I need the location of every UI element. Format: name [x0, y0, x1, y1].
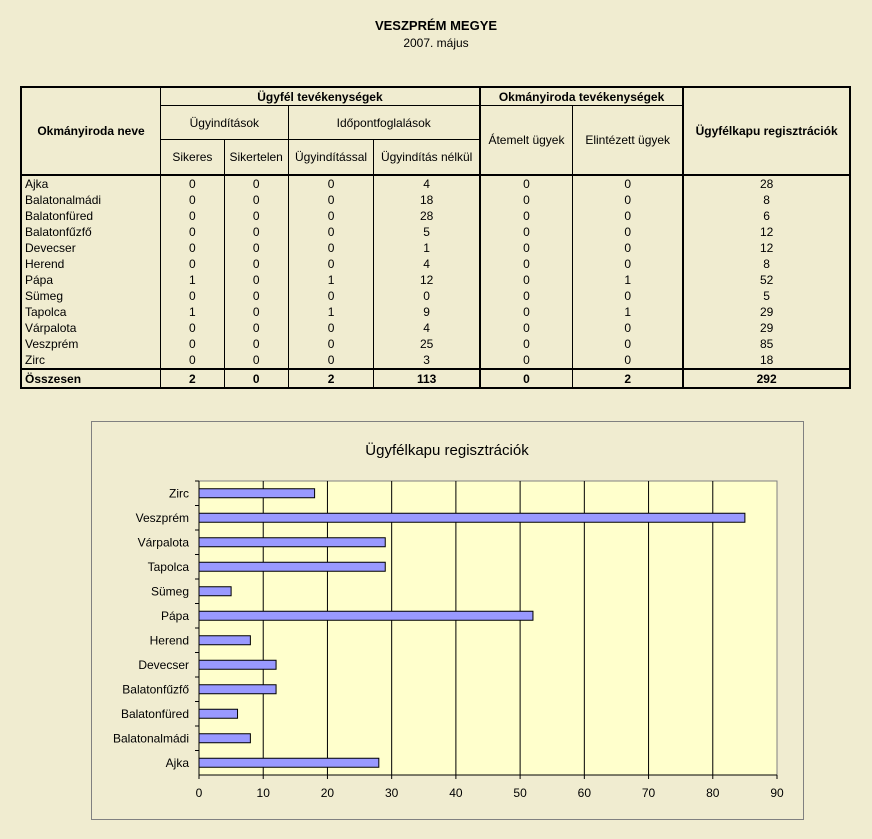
x-tick-label: 40	[449, 786, 463, 800]
table-cell: 0	[224, 352, 288, 369]
table-cell: 12	[683, 240, 850, 256]
table-cell: 0	[573, 320, 684, 336]
table-cell: 2	[288, 369, 374, 388]
table-cell: 0	[288, 336, 374, 352]
table-cell: 0	[573, 192, 684, 208]
category-label: Sümeg	[150, 584, 189, 599]
category-label: Veszprém	[135, 510, 189, 525]
header-ugyinditasok: Ügyindítások	[161, 106, 289, 140]
table-cell: 29	[683, 320, 850, 336]
row-label: Veszprém	[21, 336, 161, 352]
table-row	[21, 304, 850, 320]
table-row	[21, 320, 850, 336]
table-cell: 0	[224, 320, 288, 336]
table-cell: 0	[161, 336, 225, 352]
row-label: Sümeg	[21, 288, 161, 304]
table-cell: 25	[374, 336, 480, 352]
table-cell: 52	[683, 272, 850, 288]
table-cell: 0	[573, 352, 684, 369]
row-label: Ajka	[21, 175, 161, 192]
page-title: VESZPRÉM MEGYE	[374, 18, 498, 33]
table-cell: 2	[161, 369, 225, 388]
table-cell: 0	[573, 175, 684, 192]
row-label: Zirc	[21, 352, 161, 369]
header-ugyinditassal: Ügyindítással	[288, 140, 374, 176]
table-cell: 4	[374, 256, 480, 272]
category-label: Balatonalmádi	[112, 731, 189, 746]
table-cell: 0	[161, 224, 225, 240]
table-row	[21, 336, 850, 352]
table-cell: 0	[224, 224, 288, 240]
bar	[199, 611, 533, 620]
table-cell: 0	[374, 288, 480, 304]
x-tick-label: 60	[577, 786, 592, 800]
page-subtitle: 2007. május	[403, 36, 469, 50]
table-cell: 0	[573, 256, 684, 272]
table-cell: 0	[161, 192, 225, 208]
table-cell: 0	[288, 352, 374, 369]
table-cell: 2	[573, 369, 684, 388]
table-cell: 18	[374, 192, 480, 208]
table-cell: 1	[573, 272, 684, 288]
table-cell: 0	[480, 208, 573, 224]
bar	[199, 513, 745, 522]
table-row	[21, 256, 850, 272]
bar	[199, 758, 379, 767]
table-cell: 29	[683, 304, 850, 320]
table-cell: 0	[288, 192, 374, 208]
chart-title: Ügyfélkapu regisztrációk	[365, 442, 529, 459]
bar	[199, 709, 238, 718]
table-cell: 292	[683, 369, 850, 388]
bar	[199, 734, 250, 743]
table-cell: 12	[374, 272, 480, 288]
bar	[199, 636, 250, 645]
table-cell: 0	[480, 240, 573, 256]
table-cell: 0	[573, 336, 684, 352]
table-cell: 18	[683, 352, 850, 369]
row-label: Balatonfűzfő	[21, 224, 161, 240]
table-cell: 0	[288, 175, 374, 192]
header-office-name: Okmányiroda neve	[21, 87, 161, 175]
table-cell: 0	[288, 224, 374, 240]
table-cell: 0	[480, 336, 573, 352]
x-tick-label: 10	[256, 786, 270, 800]
table-cell: 0	[161, 208, 225, 224]
row-label: Pápa	[21, 272, 161, 288]
table-row	[21, 288, 850, 304]
table-cell: 0	[480, 369, 573, 388]
table-cell: 12	[683, 224, 850, 240]
table-cell: 0	[480, 352, 573, 369]
table-cell: 0	[224, 272, 288, 288]
table-cell: 0	[224, 175, 288, 192]
table-cell: 1	[161, 272, 225, 288]
table-cell: 0	[224, 256, 288, 272]
header-registrations: Ügyfélkapu regisztrációk	[683, 87, 850, 175]
table-cell: 0	[573, 288, 684, 304]
table-cell: 0	[224, 304, 288, 320]
table-cell: 0	[480, 192, 573, 208]
plot-area	[199, 481, 777, 775]
table-row	[21, 240, 850, 256]
x-tick-label: 90	[770, 786, 784, 800]
x-tick-label: 70	[641, 786, 656, 800]
table-cell: 0	[288, 256, 374, 272]
table-cell: 1	[161, 304, 225, 320]
x-tick-label: 50	[513, 786, 527, 800]
table-cell: 0	[161, 240, 225, 256]
header-sikeres: Sikeres	[161, 140, 225, 176]
table-cell: 8	[683, 192, 850, 208]
bar	[199, 660, 276, 669]
category-label: Tapolca	[147, 559, 189, 574]
table-row	[21, 224, 850, 240]
header-sikertelen: Sikertelen	[224, 140, 288, 176]
category-label: Balatonfüred	[120, 706, 189, 721]
table-cell: 0	[161, 320, 225, 336]
table-cell: 4	[374, 175, 480, 192]
table-cell: 0	[161, 175, 225, 192]
header-idopontfoglalasok: Időpontfoglalások	[288, 106, 480, 140]
category-label: Várpalota	[137, 535, 189, 550]
table-cell: 1	[573, 304, 684, 320]
header-office-activities: Okmányiroda tevékenységek	[480, 87, 683, 106]
header-atemelt: Átemelt ügyek	[480, 106, 573, 176]
row-label: Várpalota	[21, 320, 161, 336]
table-cell: 0	[161, 352, 225, 369]
table-row	[21, 208, 850, 224]
table-cell: 1	[374, 240, 480, 256]
x-tick-label: 20	[320, 786, 335, 800]
table-cell: 5	[683, 288, 850, 304]
table-cell: 0	[224, 288, 288, 304]
row-label: Devecser	[21, 240, 161, 256]
table-cell: 6	[683, 208, 850, 224]
category-label: Zirc	[169, 486, 189, 501]
table-cell: 0	[288, 320, 374, 336]
table-cell: 4	[374, 320, 480, 336]
x-tick-label: 30	[384, 786, 399, 800]
category-label: Herend	[149, 633, 189, 648]
registrations-chart	[91, 421, 804, 820]
table-cell: 0	[480, 320, 573, 336]
row-label: Herend	[21, 256, 161, 272]
table-cell: 1	[288, 272, 374, 288]
table-cell: 0	[161, 256, 225, 272]
header-ugyinditas-nelkul: Ügyindítás nélkül	[374, 140, 480, 176]
table-row	[21, 272, 850, 288]
category-label: Pápa	[160, 608, 189, 623]
category-label: Ajka	[165, 755, 189, 770]
table-cell: 0	[288, 288, 374, 304]
table-cell: 0	[480, 256, 573, 272]
table-cell: 9	[374, 304, 480, 320]
table-cell: 0	[573, 224, 684, 240]
table-cell: 1	[288, 304, 374, 320]
category-label: Devecser	[138, 657, 189, 672]
total-row	[21, 369, 850, 388]
x-tick-label: 80	[706, 786, 720, 800]
bar	[199, 587, 231, 596]
table-cell: 85	[683, 336, 850, 352]
table-cell: 28	[374, 208, 480, 224]
table-cell: 0	[480, 272, 573, 288]
table-cell: 0	[480, 304, 573, 320]
table-cell: 8	[683, 256, 850, 272]
table-cell: 113	[374, 369, 480, 388]
table-body	[21, 175, 850, 388]
table-cell: 0	[573, 240, 684, 256]
bar	[199, 685, 276, 694]
table-cell: 0	[288, 208, 374, 224]
data-table	[20, 86, 851, 389]
bar	[199, 562, 385, 571]
table-cell: 0	[224, 240, 288, 256]
table-cell: 0	[224, 192, 288, 208]
header-client-activities: Ügyfél tevékenységek	[161, 87, 480, 106]
x-tick-label: 0	[195, 786, 203, 800]
table-cell: 0	[480, 288, 573, 304]
table-cell: 3	[374, 352, 480, 369]
table-cell: 0	[224, 369, 288, 388]
category-label: Balatonfűzfő	[122, 682, 189, 697]
header-elintezett: Elintézett ügyek	[573, 106, 684, 176]
table-cell: 0	[224, 208, 288, 224]
table-row	[21, 175, 850, 192]
table-cell: 0	[161, 288, 225, 304]
table-cell: 0	[224, 336, 288, 352]
bar	[199, 489, 315, 498]
table-cell: 0	[480, 224, 573, 240]
row-label: Balatonfüred	[21, 208, 161, 224]
table-cell: 0	[480, 175, 573, 192]
table-cell: 5	[374, 224, 480, 240]
row-label: Balatonalmádi	[21, 192, 161, 208]
table-cell: 28	[683, 175, 850, 192]
table-row	[21, 352, 850, 369]
bar	[199, 538, 385, 547]
row-label: Tapolca	[21, 304, 161, 320]
table-row	[21, 192, 850, 208]
row-label: Összesen	[21, 369, 161, 388]
table-cell: 0	[573, 208, 684, 224]
table-cell: 0	[288, 240, 374, 256]
